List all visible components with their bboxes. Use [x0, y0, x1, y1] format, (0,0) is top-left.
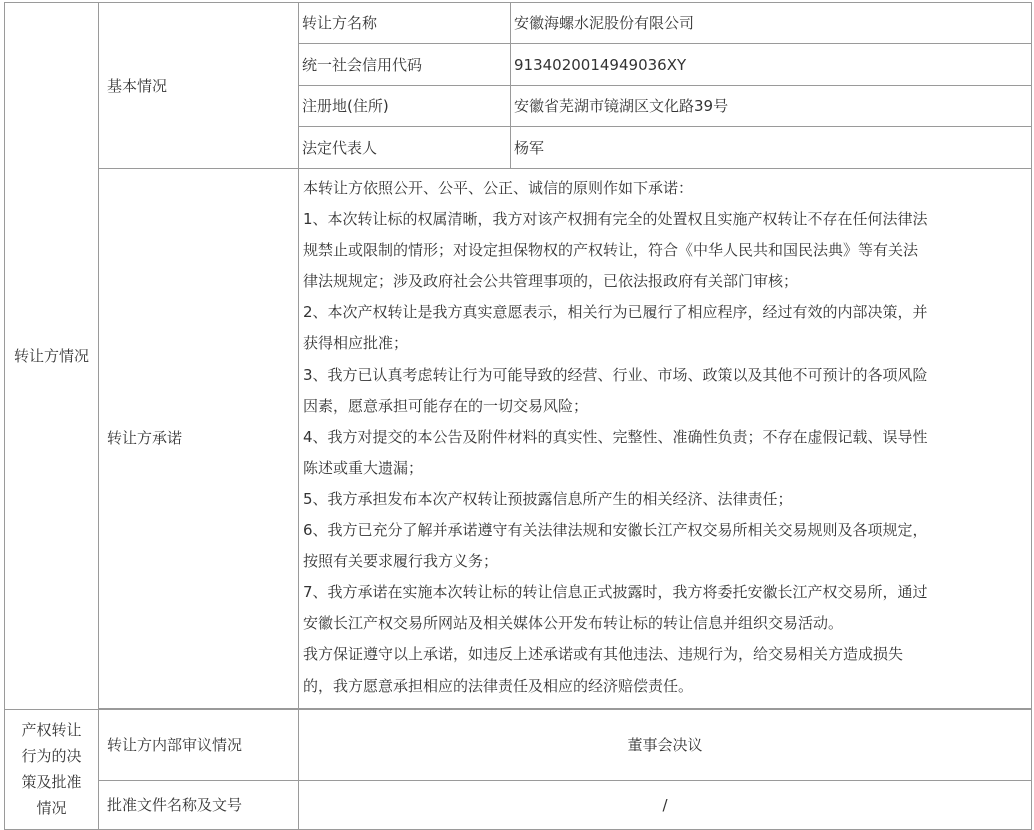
- promise-line: 7、我方承诺在实施本次转让标的转让信息正式披露时，我方将委托安徽长江产权交易所，通过: [303, 583, 928, 602]
- transferor-section-title: 转让方情况: [5, 3, 99, 710]
- promise-line: 因素，愿意承担可能存在的一切交易风险；: [303, 396, 589, 415]
- promise-line: 获得相应批准；: [303, 334, 409, 353]
- promise-content: [299, 169, 1032, 709]
- promise-line: 规禁止或限制的情形；对设定担保物权的产权转让，符合《中华人民共和国民法典》等有关法: [303, 241, 919, 260]
- promise-line: 我方保证遵守以上承诺，如违反上述承诺或有其他违法、违规行为，给交易相关方造成损失: [303, 645, 904, 664]
- promise-label: 转让方承诺: [99, 169, 299, 709]
- promise-line: 6、我方已充分了解并承诺遵守有关法律法规和安徽长江产权交易所相关交易规则及各项规定，: [303, 521, 928, 540]
- field-credit-code-label: 统一社会信用代码: [299, 44, 511, 86]
- field-name-label: 转让方名称: [299, 3, 511, 44]
- promise-line: 律法规规定；涉及政府社会公共管理事项的，已依法报政府有关部门审核；: [303, 272, 799, 291]
- promise-line: 本转让方依照公开、公平、公正、诚信的原则作如下承诺：: [303, 179, 694, 197]
- field-legal-rep-label: 法定代表人: [299, 127, 511, 169]
- promise-line: 5、我方承担发布本次产权转让预披露信息所产生的相关经济、法律责任；: [303, 489, 793, 508]
- field-address-value: 安徽省芜湖市镜湖区文化路39号: [511, 86, 1032, 127]
- promise-line: 的，我方愿意承担相应的法律责任及相应的经济赔偿责任。: [303, 676, 694, 695]
- promise-line: 3、我方已认真考虑转让行为可能导致的经营、行业、市场、政策以及其他不可预计的各项风险: [303, 365, 928, 384]
- decision-title-line: 产权转让: [21, 721, 82, 740]
- promise-line: 按照有关要求履行我方义务；: [303, 552, 499, 571]
- decision-title-line: 行为的决: [21, 747, 82, 766]
- promise-line: 2、本次产权转让是我方真实意愿表示，相关行为已履行了相应程序，经过有效的内部决策，并: [303, 303, 928, 322]
- field-address-label: 注册地(住所): [299, 86, 511, 127]
- decision-section-title: [5, 709, 99, 829]
- field-legal-rep-value: 杨军: [511, 127, 1032, 169]
- decision-title-line: 情况: [36, 799, 67, 818]
- internal-review-label: 转让方内部审议情况: [99, 709, 299, 780]
- promise-line: 1、本次转让标的权属清晰，我方对该产权拥有完全的处置权且实施产权转让不存在任何法律法: [303, 210, 928, 229]
- decision-title-line: 策及批准: [21, 773, 82, 792]
- promise-line: 陈述或重大遗漏；: [303, 458, 424, 477]
- approval-doc-label: 批准文件名称及文号: [99, 780, 299, 829]
- internal-review-value: 董事会决议: [299, 709, 1032, 780]
- basic-info-label: 基本情况: [99, 3, 299, 169]
- promise-line: 安徽长江产权交易所网站及相关媒体公开发布转让标的转让信息并组织交易活动。: [303, 614, 844, 633]
- field-credit-code-value: 9134020014949036XY: [511, 44, 1032, 86]
- promise-line: 4、我方对提交的本公告及附件材料的真实性、完整性、准确性负责；不存在虚假记载、误导性: [303, 427, 928, 446]
- approval-doc-value: /: [299, 780, 1032, 829]
- disclosure-table: [4, 2, 1032, 830]
- field-name-value: 安徽海螺水泥股份有限公司: [511, 3, 1032, 44]
